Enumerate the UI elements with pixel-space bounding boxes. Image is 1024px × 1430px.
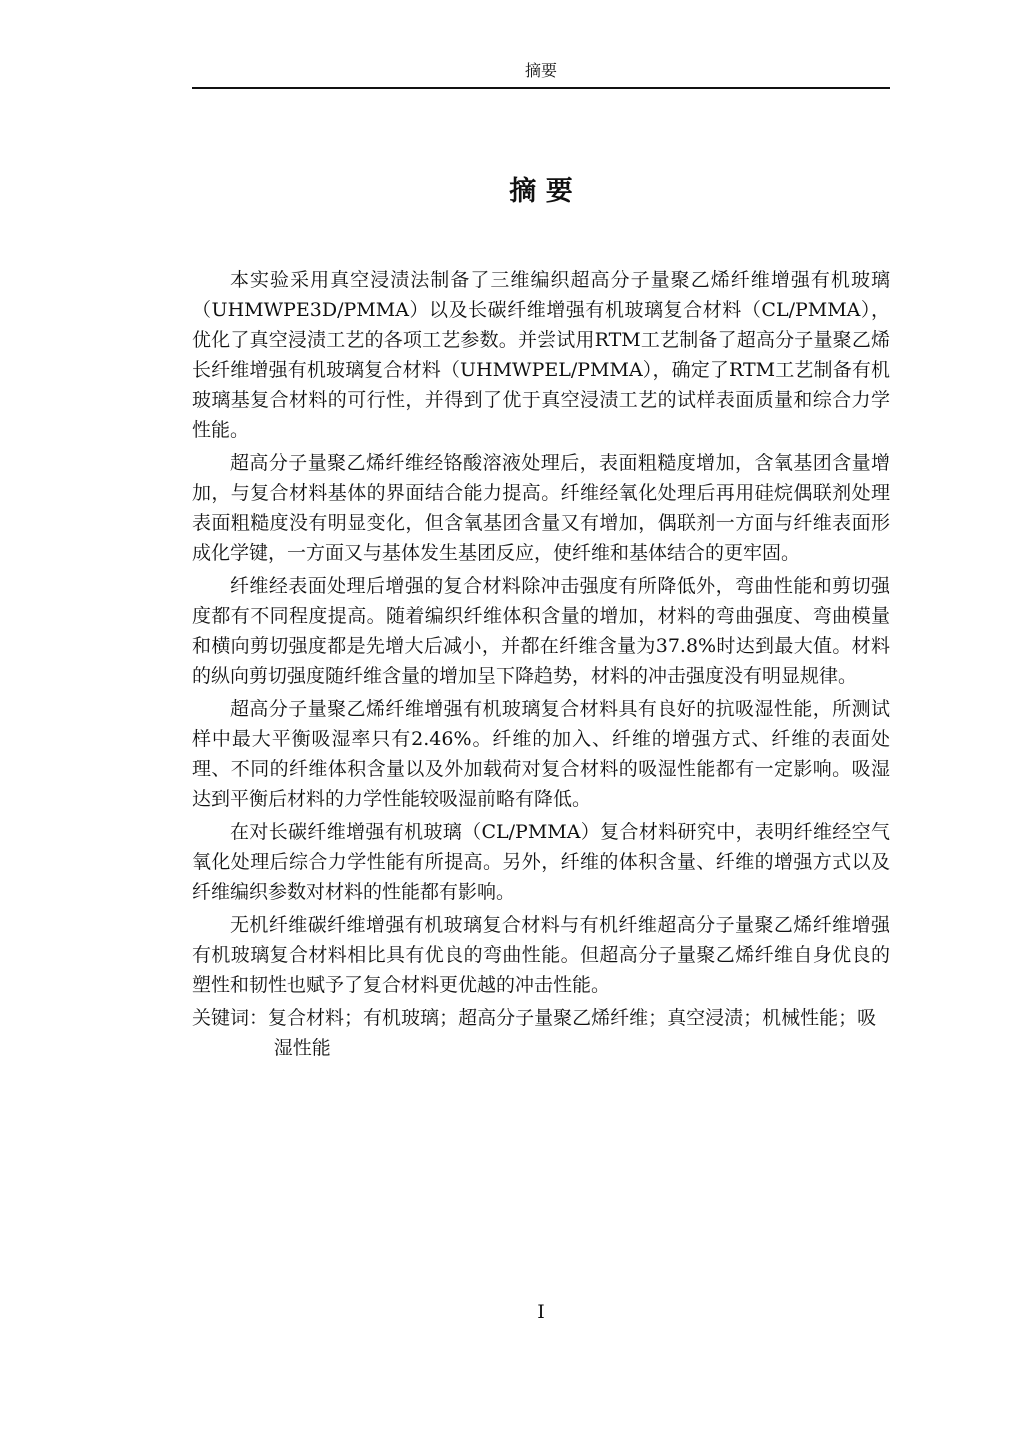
running-header: 摘要 [524, 61, 557, 80]
page-number: I [537, 1301, 545, 1323]
keyword-separator: ； [743, 1007, 763, 1029]
keyword-separator: ； [838, 1007, 858, 1029]
abstract-paragraph: 超高分子量聚乙烯纤维经铬酸溶液处理后，表面粗糙度增加，含氧基团含量增加，与复合材料基体的界面结合能力提高。纤维经氧化处理后再用硅烷偶联剂处理表面粗糙度没有明显变化，但含氧基团含量又有增加，偶联剂一方面与纤维表面形成化学键，一方面又与基体发生基团反应，使纤维和基体结合的更牢固。 [192, 452, 890, 564]
keyword: 复合材料 [268, 1007, 345, 1029]
keyword-separator: ； [648, 1007, 668, 1029]
page-title: 摘 要 [509, 176, 573, 207]
abstract-paragraph: 本实验采用真空浸渍法制备了三维编织超高分子量聚乙烯纤维增强有机玻璃（UHMWPE3D/PMMA）以及长碳纤维增强有机玻璃复合材料（CL/PMMA），优化了真空浸渍工艺的各项工艺参数。并尝试用RTM工艺制备了超高分子量聚乙烯长纤维增强有机玻璃复合材料（UHMWPEL/PMMA），确定了RTM工艺制备有机玻璃基复合材料的可行性，并得到了优于真空浸渍工艺的试样表面质量和综合力学性能。 [192, 269, 890, 441]
keyword: 真空浸渍 [667, 1007, 744, 1029]
abstract-body [192, 265, 890, 1063]
header-rule [192, 87, 890, 89]
abstract-paragraph: 在对长碳纤维增强有机玻璃（CL/PMMA）复合材料研究中，表明纤维经空气氧化处理后综合力学性能有所提高。另外，纤维的体积含量、纤维的增强方式以及纤维编织参数对材料的性能都有影响。 [192, 821, 890, 903]
keywords-label: 关键词： [192, 1007, 269, 1029]
keyword: 机械性能 [762, 1007, 839, 1029]
keyword: 超高分子量聚乙烯纤维 [458, 1007, 649, 1029]
keyword-separator: ； [439, 1007, 459, 1029]
abstract-paragraph: 超高分子量聚乙烯纤维增强有机玻璃复合材料具有良好的抗吸湿性能，所测试样中最大平衡吸湿率只有2.46%。纤维的加入、纤维的增强方式、纤维的表面处理、不同的纤维体积含量以及外加载荷对复合材料的吸湿性能都有一定影响。吸湿达到平衡后材料的力学性能较吸湿前略有降低。 [192, 698, 890, 810]
keywords [192, 1003, 890, 1063]
abstract-paragraph: 纤维经表面处理后增强的复合材料除冲击强度有所降低外，弯曲性能和剪切强度都有不同程度提高。随着编织纤维体积含量的增加，材料的弯曲强度、弯曲模量和横向剪切强度都是先增大后减小，并都在纤维含量为37.8%时达到最大值。材料的纵向剪切强度随纤维含量的增加呈下降趋势，材料的冲击强度没有明显规律。 [192, 575, 890, 687]
keyword-separator: ； [344, 1007, 364, 1029]
keyword: 有机玻璃 [363, 1007, 440, 1029]
keyword: 吸湿性能 [273, 1007, 877, 1059]
abstract-paragraph: 无机纤维碳纤维增强有机玻璃复合材料与有机纤维超高分子量聚乙烯纤维增强有机玻璃复合材料相比具有优良的弯曲性能。但超高分子量聚乙烯纤维自身优良的塑性和韧性也赋予了复合材料更优越的冲击性能。 [192, 914, 890, 996]
